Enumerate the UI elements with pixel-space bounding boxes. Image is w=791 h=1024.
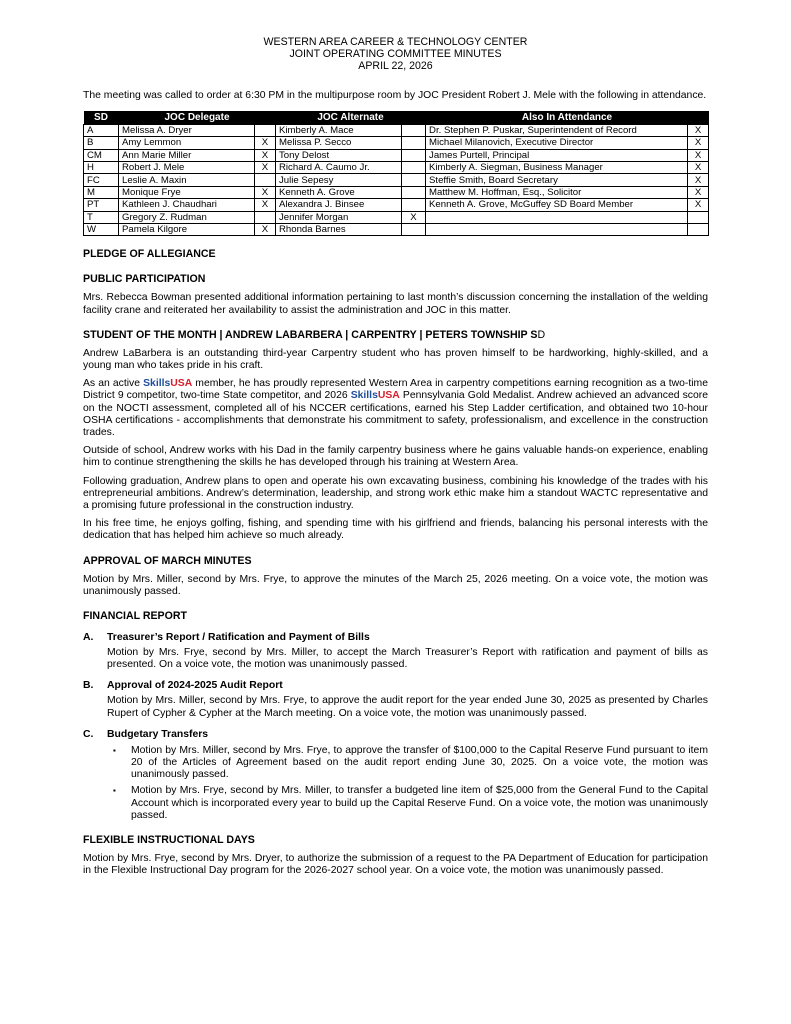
- attendee-present-cell: X: [688, 186, 709, 198]
- header-also: Also In Attendance: [426, 111, 709, 125]
- delegate-present-cell: X: [255, 149, 276, 161]
- attendee-present-cell: X: [688, 137, 709, 149]
- pledge-heading: PLEDGE OF ALLEGIANCE: [83, 248, 216, 261]
- alternate-cell: Melissa P. Secco: [276, 137, 402, 149]
- table-row: [84, 223, 709, 235]
- delegate-cell: Leslie A. Maxin: [119, 174, 255, 186]
- student-p2-c: Pennsylvania Gold Medalist. Andrew achieved an advanced score on the NOCTI assessment, completed all of his NCCER certifications, earned his Step Ladder certification, and obtained two 10-hour OSHA certifications - accomplishments that demonstrate his commitment to safety, professionalism, and excellence in the construction trades.: [83, 390, 708, 438]
- alternate-cell: Kenneth A. Grove: [276, 186, 402, 198]
- sd-cell: M: [84, 186, 119, 198]
- alternate-cell: Julie Sepesy: [276, 174, 402, 186]
- march-text: Motion by Mrs. Miller, second by Mrs. Frye, to approve the minutes of the March 25, 2026 meeting. On a voice vote, the motion was unanimously passed.: [83, 573, 708, 597]
- list-item: [107, 745, 708, 782]
- intro-text: The meeting was called to order at 6:30 PM in the multipurpose room by JOC President Robert J. Mele with the following in attendance.: [83, 89, 707, 101]
- student-p1: Andrew LaBarbera is an outstanding third-year Carpentry student who has proven himself to be hardworking, highly-skilled, and a young man who takes pride in his craft.: [83, 347, 708, 371]
- attendee-cell: Kenneth A. Grove, McGuffey SD Board Member: [426, 199, 688, 211]
- alternate-cell: Richard A. Caumo Jr.: [276, 161, 402, 173]
- financial-a-label: Treasurer’s Report / Ratification and Payment of Bills: [107, 631, 370, 643]
- bullet-icon: ▪: [113, 745, 116, 755]
- student-p3: Outside of school, Andrew works with his Dad in the family carpentry business where he gains valuable hands-on experience, enabling him to continue strengthening the skills he has developed through his training at Western Area.: [83, 445, 708, 469]
- alternate-present-cell: [402, 174, 426, 186]
- financial-a-letter: A.: [83, 631, 94, 643]
- skills-logo-text: Skills: [143, 378, 171, 390]
- minutes-page: [83, 36, 708, 877]
- financial-a-text: Motion by Mrs. Frye, second by Mrs. Miller, to accept the March Treasurer’s Report with ratification and payment of bills as presented. On a voice vote, the motion was unanimously passed.: [107, 646, 708, 671]
- header-org: WESTERN AREA CAREER & TECHNOLOGY CENTER: [263, 36, 528, 48]
- skills-logo-text-2: Skills: [350, 390, 378, 402]
- attendee-cell: Matthew M. Hoffman, Esq., Solicitor: [426, 186, 688, 198]
- flex-text: Motion by Mrs. Frye, second by Mrs. Dryer, to authorize the submission of a request to the PA Department of Education for participation in the Flexible Instructional Day program for the 2026-2027 school year. On a voice vote, the motion was unanimously passed.: [83, 853, 708, 877]
- table-row: [84, 124, 709, 136]
- financial-c-title: [83, 728, 708, 741]
- financial-b-label: Approval of 2024-2025 Audit Report: [107, 680, 283, 692]
- attendee-present-cell: X: [688, 149, 709, 161]
- sd-cell: W: [84, 223, 119, 235]
- financial-c-letter: C.: [83, 728, 94, 740]
- sd-cell: A: [84, 124, 119, 136]
- header-title: JOINT OPERATING COMMITTEE MINUTES: [289, 48, 502, 61]
- delegate-cell: Kathleen J. Chaudhari: [119, 199, 255, 211]
- attendee-cell: James Purtell, Principal: [426, 149, 688, 161]
- alternate-cell: Rhonda Barnes: [276, 223, 402, 235]
- alternate-cell: Alexandra J. Binsee: [276, 199, 402, 211]
- attendee-present-cell: [688, 223, 709, 235]
- delegate-cell: Amy Lemmon: [119, 137, 255, 149]
- alternate-cell: Tony Delost: [276, 149, 402, 161]
- delegate-cell: Pamela Kilgore: [119, 223, 255, 235]
- list-item: [107, 785, 708, 822]
- delegate-cell: Monique Frye: [119, 186, 255, 198]
- sd-cell: PT: [84, 199, 119, 211]
- financial-b-letter: B.: [83, 680, 94, 692]
- delegate-present-cell: X: [255, 186, 276, 198]
- delegate-cell: Robert J. Mele: [119, 161, 255, 173]
- sd-cell: CM: [84, 149, 119, 161]
- student-p2-b: member, he has proudly represented Western Area in carpentry competitions earning recognition as a two-time District 9 competitor, two-time State competitor, and 2026: [83, 378, 708, 402]
- delegate-cell: Melissa A. Dryer: [119, 124, 255, 136]
- student-p2: [83, 378, 708, 439]
- attendance-header-row: [84, 111, 709, 125]
- budget-transfer-2: Motion by Mrs. Frye, second by Mrs. Miller, to transfer a budgeted line item of $25,000 from the General Fund to the Capital Account which is incorporated every year to build up the Capital Reserve Fund. On a voice vote, the motion was unanimously passed.: [131, 785, 708, 821]
- attendee-present-cell: X: [688, 174, 709, 186]
- student-heading-main: STUDENT OF THE MONTH | ANDREW LABARBERA | CARPENTRY | PETERS TOWNSHIP S: [83, 328, 538, 341]
- delegate-present-cell: [255, 124, 276, 136]
- alternate-present-cell: [402, 161, 426, 173]
- attendee-cell: [426, 223, 688, 235]
- budget-transfer-list: [107, 745, 708, 822]
- delegate-cell: Gregory Z. Rudman: [119, 211, 255, 223]
- financial-heading: FINANCIAL REPORT: [83, 609, 187, 622]
- student-p5: In his free time, he enjoys golfing, fishing, and spending time with his girlfriend and friends, balancing his personal interests with the dedication that has helped him achieve so much already.: [83, 518, 708, 542]
- delegate-present-cell: X: [255, 161, 276, 173]
- delegate-present-cell: X: [255, 223, 276, 235]
- delegate-cell: Ann Marie Miller: [119, 149, 255, 161]
- usa-logo-text-2: USA: [377, 390, 400, 402]
- march-heading: APPROVAL OF MARCH MINUTES: [83, 554, 252, 567]
- student-heading: [83, 329, 708, 342]
- public-heading: PUBLIC PARTICIPATION: [83, 273, 206, 286]
- attendance-body: [84, 124, 709, 236]
- student-heading-tail: D: [537, 328, 546, 341]
- sd-cell: H: [84, 161, 119, 173]
- financial-a-title: [83, 631, 708, 644]
- financial-b-title: [83, 679, 708, 692]
- sd-cell: B: [84, 137, 119, 149]
- flex-heading: FLEXIBLE INSTRUCTIONAL DAYS: [83, 834, 255, 847]
- financial-b-text: Motion by Mrs. Miller, second by Mrs. Frye, to approve the audit report for the year ended June 30, 2025 as presented by Charles Rupert of Cypher & Cypher at the March meeting. On a voice vote, the motion was unanimously passed.: [107, 695, 708, 719]
- alternate-cell: Kimberly A. Mace: [276, 124, 402, 136]
- usa-logo-text: USA: [170, 378, 193, 390]
- bullet-icon: ▪: [113, 786, 116, 796]
- attendance-table: [83, 111, 709, 237]
- table-row: [84, 149, 709, 161]
- table-row: [84, 161, 709, 173]
- table-row: [84, 199, 709, 211]
- alternate-present-cell: X: [402, 211, 426, 223]
- alternate-present-cell: [402, 199, 426, 211]
- header-sd: SD: [84, 111, 119, 125]
- delegate-present-cell: X: [255, 199, 276, 211]
- alternate-present-cell: [402, 223, 426, 235]
- alternate-present-cell: [402, 137, 426, 149]
- attendee-present-cell: [688, 211, 709, 223]
- delegate-present-cell: [255, 174, 276, 186]
- table-row: [84, 137, 709, 149]
- delegate-present-cell: [255, 211, 276, 223]
- table-row: [84, 211, 709, 223]
- attendee-cell: Michael Milanovich, Executive Director: [426, 137, 688, 149]
- student-p4: Following graduation, Andrew plans to open and operate his own excavating business, combining his knowledge of the trades with his entrepreneurial ambitions. Andrew’s determination, leadership, and strong work ethic make him a standout WACTC representative and a promising future professional in the construction industry.: [83, 475, 708, 511]
- budget-transfer-1: Motion by Mrs. Miller, second by Mrs. Frye, to approve the transfer of $100,000 to the Capital Reserve Fund pursuant to item 20 of the Articles of Agreement based on the audit report ending June 30, 2025. On a voice vote, the motion was unanimously passed.: [131, 744, 708, 781]
- table-row: [84, 174, 709, 186]
- attendee-cell: Steffie Smith, Board Secretary: [426, 174, 688, 186]
- sd-cell: T: [84, 211, 119, 223]
- attendee-cell: Kimberly A. Siegman, Business Manager: [426, 161, 688, 173]
- document-header: [83, 36, 708, 73]
- alternate-present-cell: [402, 124, 426, 136]
- alternate-present-cell: [402, 186, 426, 198]
- attendee-present-cell: X: [688, 161, 709, 173]
- header-date: APRIL 22, 2026: [358, 60, 433, 73]
- attendee-present-cell: X: [688, 124, 709, 136]
- header-alternate: JOC Alternate: [276, 111, 426, 125]
- attendee-cell: [426, 211, 688, 223]
- student-p2-a: As an active: [83, 378, 144, 390]
- alternate-present-cell: [402, 149, 426, 161]
- delegate-present-cell: X: [255, 137, 276, 149]
- public-text: Mrs. Rebecca Bowman presented additional information pertaining to last month’s discussion concerning the installation of the welding facility crane and reiterated her availability to assist the administration and JOC in this matter.: [83, 292, 708, 316]
- table-row: [84, 186, 709, 198]
- attendee-cell: Dr. Stephen P. Puskar, Superintendent of Record: [426, 124, 688, 136]
- sd-cell: FC: [84, 174, 119, 186]
- financial-c-label: Budgetary Transfers: [107, 728, 209, 740]
- attendee-present-cell: X: [688, 199, 709, 211]
- header-delegate: JOC Delegate: [119, 111, 276, 125]
- alternate-cell: Jennifer Morgan: [276, 211, 402, 223]
